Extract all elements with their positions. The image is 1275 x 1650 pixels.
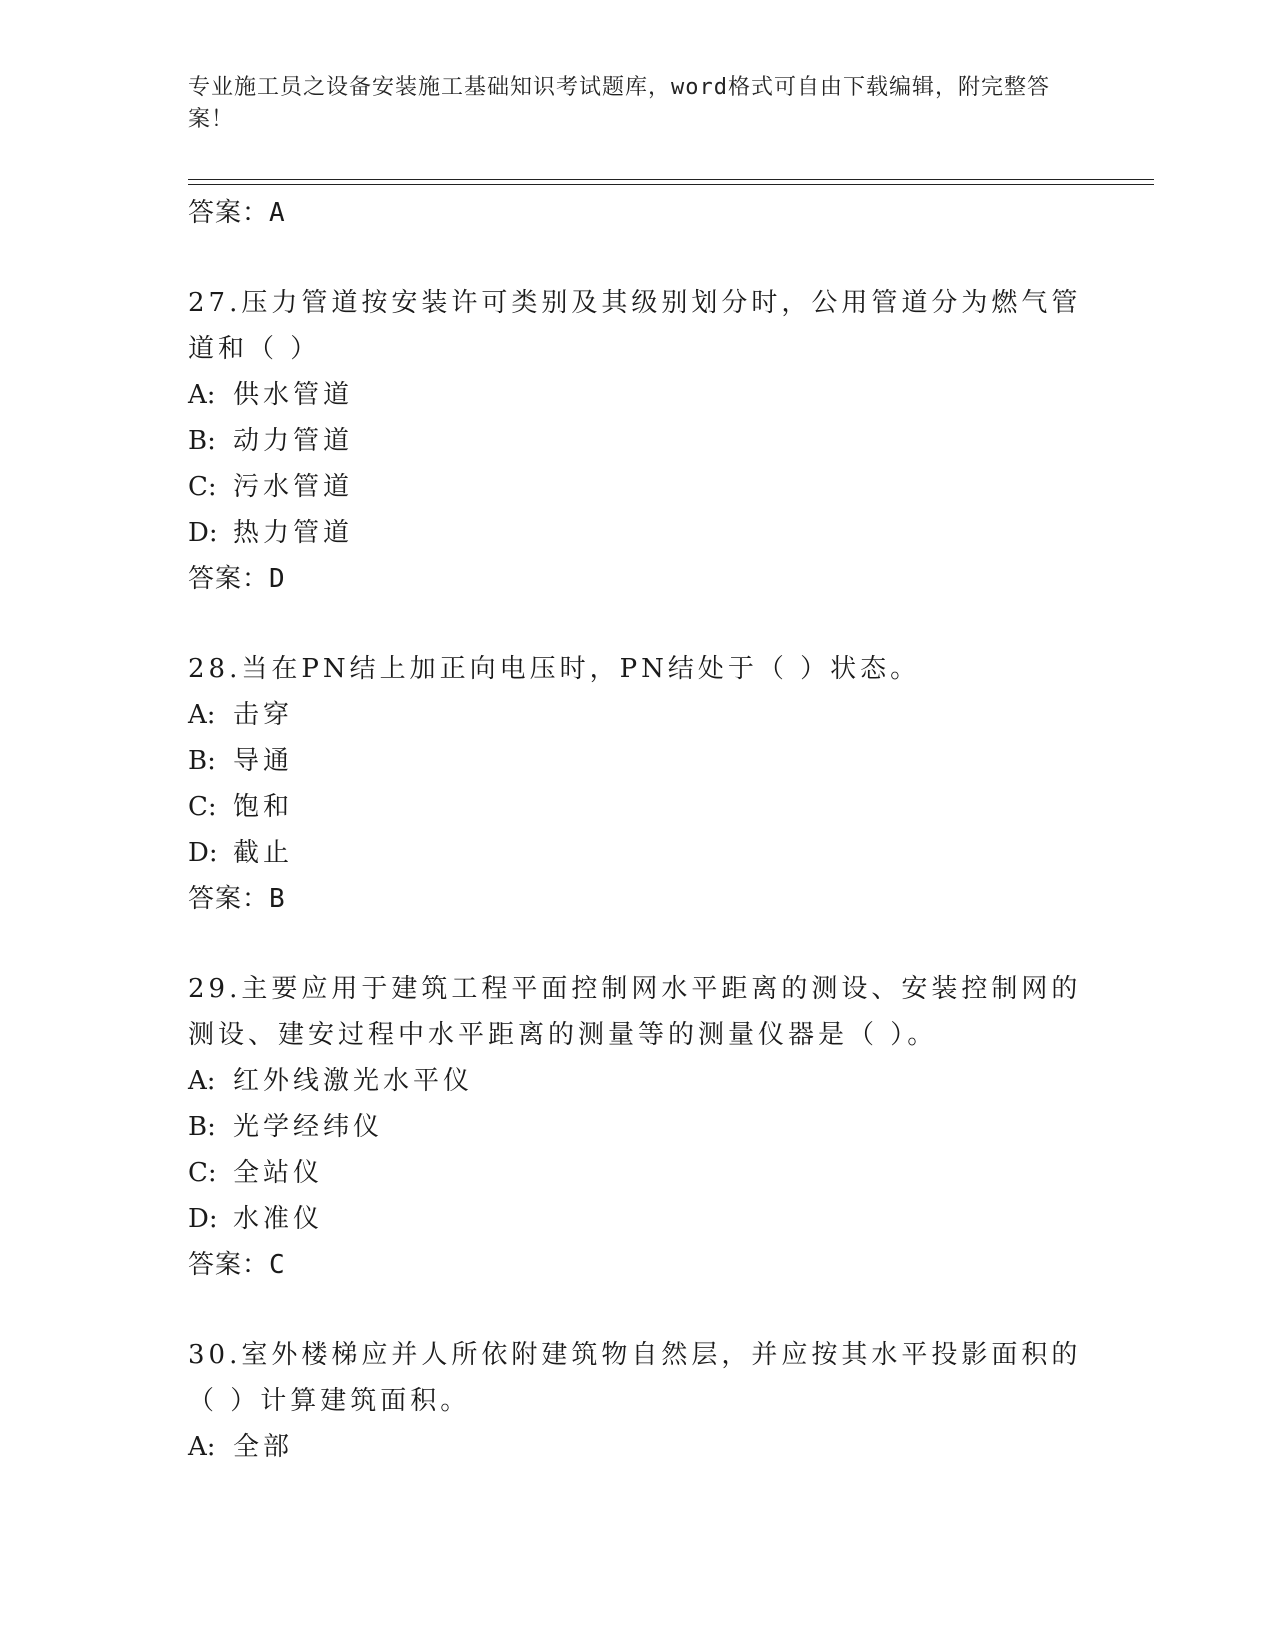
option-key: D: [188,1204,218,1234]
option-text: 光学经纬仪 [233,1112,384,1142]
question-stem: 30.室外楼梯应并人所依附建筑物自然层，并应按其水平投影面积的（ ）计算建筑面积。 [188,1340,1082,1416]
answer-line: 答案：D [188,564,286,594]
question-stem: 27.压力管道按安装许可类别及其级别划分时，公用管道分为燃气管道和（ ） [188,288,1082,364]
question-block [188,646,1088,922]
option-key: C: [188,792,217,822]
option-text: 水准仪 [233,1204,324,1234]
option-text: 全部 [233,1432,294,1462]
option-d [188,510,1088,556]
option-b [188,418,1088,464]
option-text: 全站仪 [233,1158,324,1188]
option-d [188,1196,1088,1242]
option-key: A: [188,1432,216,1462]
header-rule-top [188,179,1154,180]
option-text: 截止 [233,838,294,868]
option-key: B: [188,1112,216,1142]
option-text: 红外线激光水平仪 [233,1066,474,1096]
option-a [188,1424,1088,1470]
option-key: D: [188,838,218,868]
option-d [188,830,1088,876]
option-key: A: [188,380,216,410]
answer-line: 答案：A [188,198,286,228]
option-a [188,1058,1088,1104]
option-text: 污水管道 [233,472,354,502]
option-text: 动力管道 [233,426,354,456]
answer-line: 答案：B [188,884,286,914]
option-b [188,738,1088,784]
option-text: 热力管道 [233,518,354,548]
option-text: 饱和 [233,792,294,822]
option-text: 导通 [233,746,294,776]
option-key: A: [188,700,216,730]
option-c [188,784,1088,830]
question-block [188,1332,1088,1470]
option-key: A: [188,1066,216,1096]
question-stem: 29.主要应用于建筑工程平面控制网水平距离的测设、安装控制网的测设、建安过程中水平距离的测量等的测量仪器是（ ）。 [188,974,1082,1050]
question-block [188,966,1088,1288]
option-c [188,1150,1088,1196]
question-block [188,280,1088,602]
option-a [188,692,1088,738]
document-body [188,190,1088,1470]
option-text: 击穿 [233,700,294,730]
question-stem: 28.当在PN结上加正向电压时，PN结处于（ ）状态。 [188,654,921,684]
option-key: D: [188,518,218,548]
document-header: 专业施工员之设备安装施工基础知识考试题库，word格式可自由下载编辑，附完整答案！ [188,75,1050,132]
header-rule-bottom [188,184,1154,185]
option-a [188,372,1088,418]
option-key: B: [188,426,216,456]
option-c [188,464,1088,510]
option-key: C: [188,472,217,502]
option-key: C: [188,1158,217,1188]
answer-line: 答案：C [188,1250,286,1280]
option-text: 供水管道 [233,380,354,410]
option-key: B: [188,746,216,776]
option-b [188,1104,1088,1150]
